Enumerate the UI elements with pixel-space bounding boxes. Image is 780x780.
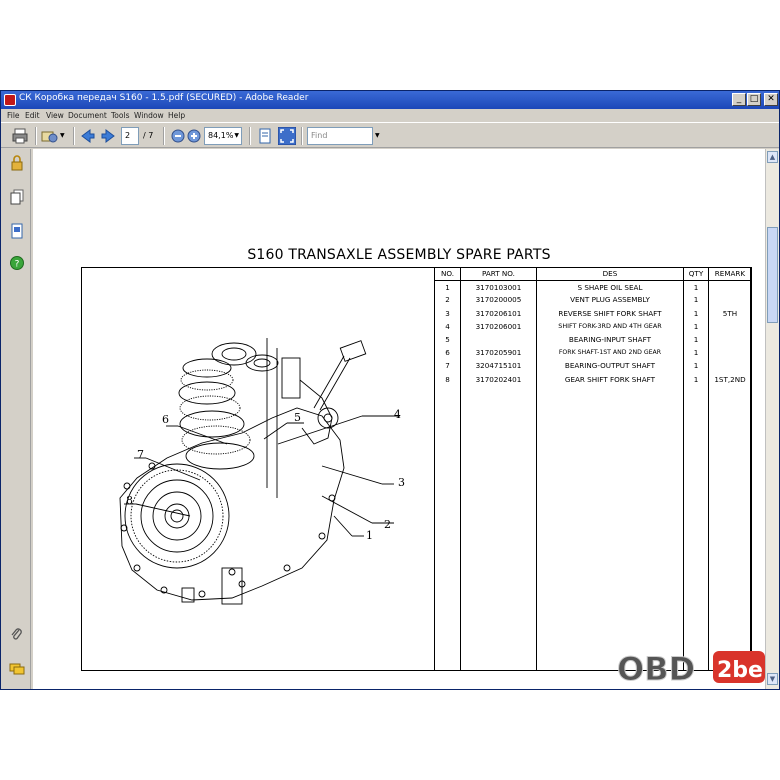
menu-file[interactable]: File — [7, 111, 20, 120]
window-title: СК Коробка передач S160 - 1.5.pdf (SECURED) - Adobe Reader — [19, 93, 309, 103]
vertical-scrollbar[interactable] — [765, 149, 779, 689]
attachments-icon[interactable] — [9, 223, 25, 239]
table-row — [435, 293, 752, 306]
page-title: S160 TRANSAXLE ASSEMBLY SPARE PARTS — [247, 247, 551, 263]
menu-window[interactable]: Window — [134, 111, 164, 120]
document-view[interactable] — [33, 149, 765, 689]
pages-icon[interactable] — [9, 189, 25, 205]
spare-parts-table — [434, 267, 752, 671]
cell-qty: 1 — [684, 280, 709, 293]
adobe-reader-app-icon — [4, 94, 16, 106]
cell-remark — [708, 280, 751, 293]
toolbar-separator — [249, 127, 251, 145]
header-part-no: PART NO. — [461, 267, 537, 280]
close-button[interactable]: ✕ — [764, 93, 778, 106]
comments-icon[interactable] — [9, 661, 25, 677]
cell-qty: 1 — [684, 307, 709, 320]
cell-part-no: 3170206001 — [461, 320, 537, 333]
cell-part-no: 3170200005 — [461, 293, 537, 306]
previous-page-icon[interactable] — [79, 127, 97, 145]
cell-remark — [708, 346, 751, 359]
cell-des: VENT PLUG ASSEMBLY — [536, 293, 683, 306]
cell-no: 7 — [435, 359, 461, 372]
toolbar-separator — [35, 127, 37, 145]
menu-tools[interactable]: Tools — [111, 111, 130, 120]
menu-help[interactable]: Help — [168, 111, 186, 120]
callout-1: 1 — [366, 529, 373, 542]
svg-text:?: ? — [14, 259, 20, 270]
leader-line-8 — [136, 504, 190, 516]
cell-part-no — [461, 333, 537, 346]
cell-part-no: 3170205901 — [461, 346, 537, 359]
callout-6: 6 — [162, 413, 169, 426]
adobe-reader-window — [0, 90, 780, 690]
title-bar[interactable] — [1, 91, 779, 109]
callout-2: 2 — [384, 518, 391, 531]
zoom-level-select[interactable] — [204, 127, 242, 145]
transaxle-exploded-drawing — [82, 268, 434, 670]
cell-qty: 1 — [684, 320, 709, 333]
leader-line-1 — [334, 516, 352, 536]
leader-line-6 — [178, 426, 227, 444]
callout-5: 5 — [294, 411, 301, 424]
find-dropdown-arrow[interactable]: ▼ — [375, 132, 380, 139]
header-des: DES — [536, 267, 683, 280]
next-page-icon[interactable] — [99, 127, 117, 145]
parts-sheet-frame — [81, 267, 751, 671]
cell-part-no: 3170206101 — [461, 307, 537, 320]
toolbar-separator — [73, 127, 75, 145]
cell-qty: 1 — [684, 359, 709, 372]
scrollbar-thumb[interactable] — [767, 227, 778, 323]
page-number-input[interactable]: 2 — [121, 127, 139, 145]
cell-no: 3 — [435, 307, 461, 320]
cell-no: 4 — [435, 320, 461, 333]
fit-width-icon[interactable] — [278, 127, 296, 145]
table-filler-row — [435, 386, 752, 671]
zoom-dropdown-arrow[interactable]: ▼ — [234, 132, 239, 139]
cell-no: 5 — [435, 333, 461, 346]
header-no: NO. — [435, 267, 461, 280]
table-header-row — [435, 267, 752, 280]
email-icon[interactable] — [41, 127, 59, 145]
cell-no: 8 — [435, 373, 461, 386]
cell-des: BEARING-OUTPUT SHAFT — [536, 359, 683, 372]
cell-qty: 1 — [684, 373, 709, 386]
cell-remark — [708, 359, 751, 372]
zoom-in-icon[interactable] — [185, 127, 203, 145]
cell-qty: 1 — [684, 333, 709, 346]
navigation-sidebar — [1, 149, 31, 689]
table-row — [435, 320, 752, 333]
cell-no: 1 — [435, 280, 461, 293]
cell-no: 2 — [435, 293, 461, 306]
cell-qty: 1 — [684, 293, 709, 306]
menu-edit[interactable]: Edit — [25, 111, 40, 120]
print-icon[interactable] — [11, 127, 29, 145]
fit-page-icon[interactable] — [256, 127, 274, 145]
email-dropdown-arrow[interactable]: ▼ — [60, 132, 65, 139]
cell-no: 6 — [435, 346, 461, 359]
cell-part-no: 3170202401 — [461, 373, 537, 386]
lock-icon[interactable] — [9, 155, 25, 171]
cell-des: REVERSE SHIFT FORK SHAFT — [536, 307, 683, 320]
watermark-text-2be: 2be — [717, 658, 763, 683]
table-row — [435, 280, 752, 293]
scroll-down-arrow[interactable]: ▼ — [767, 673, 778, 685]
cell-remark: 5TH — [708, 307, 751, 320]
callout-7: 7 — [137, 448, 144, 461]
cell-qty: 1 — [684, 346, 709, 359]
table-row — [435, 333, 752, 346]
callout-4: 4 — [394, 408, 401, 421]
scroll-up-arrow[interactable]: ▲ — [767, 151, 778, 163]
callout-3: 3 — [398, 476, 405, 489]
paperclip-icon[interactable] — [9, 627, 25, 643]
find-input[interactable]: Find — [307, 127, 373, 145]
minimize-button[interactable]: _ — [732, 93, 746, 106]
menu-view[interactable]: View — [46, 111, 64, 120]
leader-line-5 — [264, 423, 287, 439]
zoom-level-value: 84,1% — [208, 131, 234, 140]
cell-des: BEARING-INPUT SHAFT — [536, 333, 683, 346]
cell-remark — [708, 320, 751, 333]
leader-line-3 — [322, 466, 382, 484]
maximize-button[interactable]: □ — [747, 93, 761, 106]
cell-remark — [708, 333, 751, 346]
header-qty: QTY — [684, 267, 709, 280]
help-icon[interactable] — [9, 255, 25, 271]
cell-part-no: 3170103001 — [461, 280, 537, 293]
page-total-label: / 7 — [143, 131, 154, 140]
toolbar-separator — [301, 127, 303, 145]
table-row — [435, 373, 752, 386]
obd2be-watermark-logo — [617, 647, 767, 687]
watermark-text-obd: OBD — [617, 650, 696, 687]
cell-part-no: 3204715101 — [461, 359, 537, 372]
leader-line-4 — [278, 416, 362, 444]
cell-des: S SHAPE OIL SEAL — [536, 280, 683, 293]
menu-document[interactable]: Document — [68, 111, 107, 120]
table-row — [435, 307, 752, 320]
menu-bar — [1, 110, 779, 122]
cell-remark: 1ST,2ND — [708, 373, 751, 386]
cell-remark — [708, 293, 751, 306]
cell-des: SHIFT FORK-3RD AND 4TH GEAR — [536, 320, 683, 333]
cell-des: FORK SHAFT-1ST AND 2ND GEAR — [536, 346, 683, 359]
callout-8: 8 — [126, 494, 133, 507]
header-remark: REMARK — [708, 267, 751, 280]
table-row — [435, 359, 752, 372]
table-row — [435, 346, 752, 359]
toolbar — [1, 122, 779, 148]
leader-line-2 — [322, 496, 372, 523]
toolbar-separator — [163, 127, 165, 145]
cell-des: GEAR SHIFT FORK SHAFT — [536, 373, 683, 386]
